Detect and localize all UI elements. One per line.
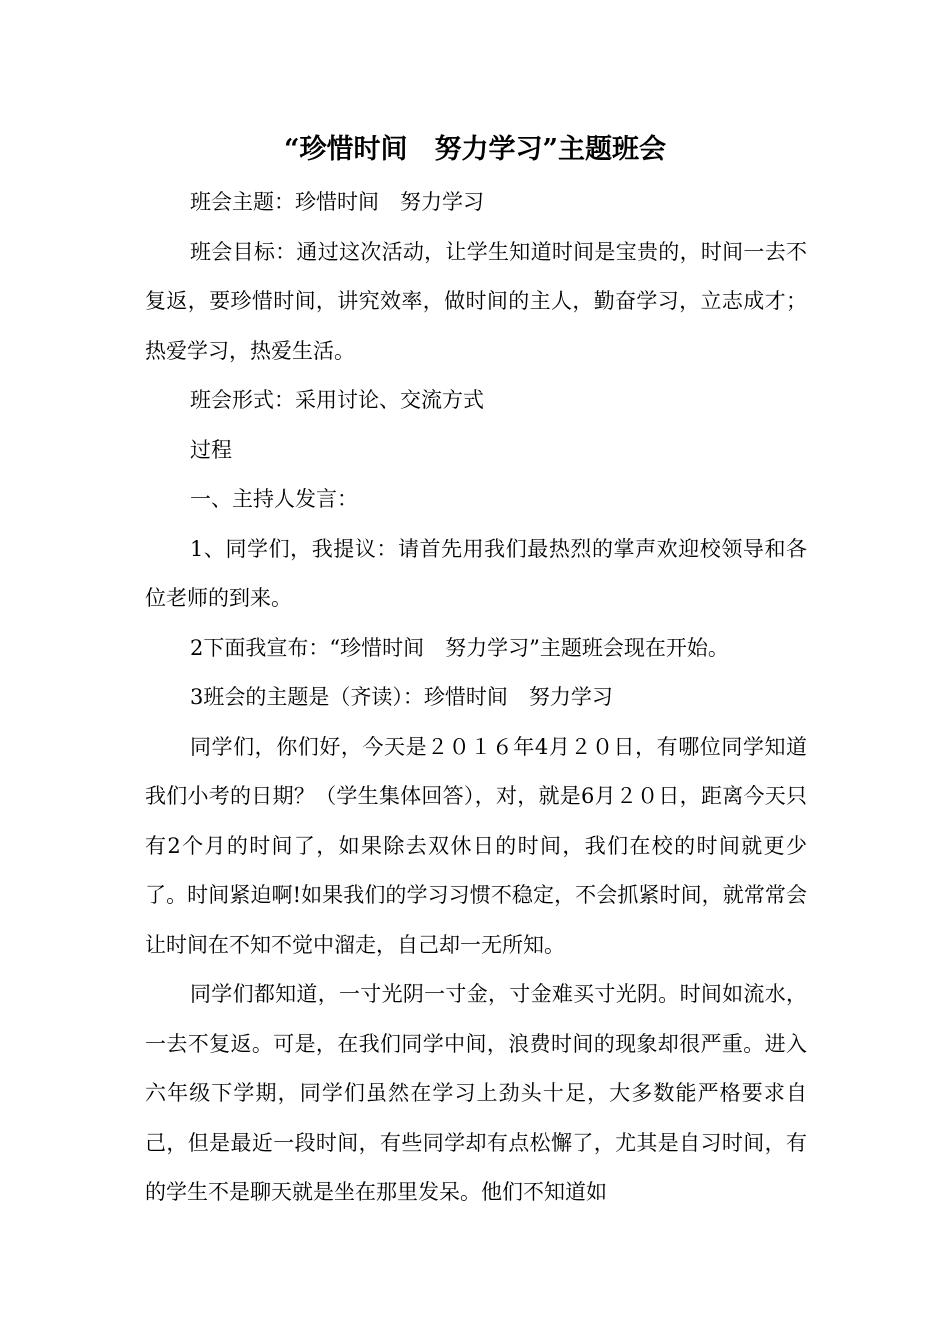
paragraph-step-2: 2下面我宣布：“珍惜时间 努力学习”主题班会现在开始。 [190,635,729,660]
paragraph-step-1: 1、同学们，我提议：请首先用我们最热烈的掌声欢迎校领导和各位老师的到来。 [145,536,807,610]
document-title: “珍惜时间 努力学习”主题班会 [283,134,667,165]
document-body [145,178,807,1218]
paragraph-step-3: 3班会的主题是（齐读）：珍惜时间 努力学习 [190,685,613,709]
paragraph-time-value: 同学们都知道，一寸光阴一寸金，寸金难买寸光阴。时间如流水，一去不复返。可是，在我们同学中间，浪费时间的现象却很严重。进入六年级下学期，同学们虽然在学习上劲头十足，大多数能严格要求自己，但是最近一段时间，有些同学却有点松懈了，尤其是自习时间，有的学生不是聊天就是坐在那里发呆。他们不知道如 [145,982,807,1204]
paragraph-host-speech: 一、主持人发言： [190,487,358,511]
paragraph-theme: 班会主题：珍惜时间 努力学习 [190,190,484,214]
paragraph-process: 过程 [190,437,232,462]
paragraph-goal: 班会目标：通过这次活动，让学生知道时间是宝贵的，时间一去不复返，要珍惜时间，讲究效率，做时间的主人，勤奋学习，立志成才；热爱学习，热爱生活。 [145,239,807,363]
paragraph-date-intro: 同学们，你们好，今天是２０１６年4月２０日，有哪位同学知道我们小考的日期？（学生集体回答），对，就是6月２０日，距离今天只有2个月的时间了，如果除去双休日的时间，我们在校的时间就更少了。时间紧迫啊!如果我们的学习习惯不稳定，不会抓紧时间，就常常会让时间在不知不觉中溜走，自己却一无所知。 [145,734,807,957]
paragraph-format: 班会形式：采用讨论、交流方式 [190,388,484,412]
